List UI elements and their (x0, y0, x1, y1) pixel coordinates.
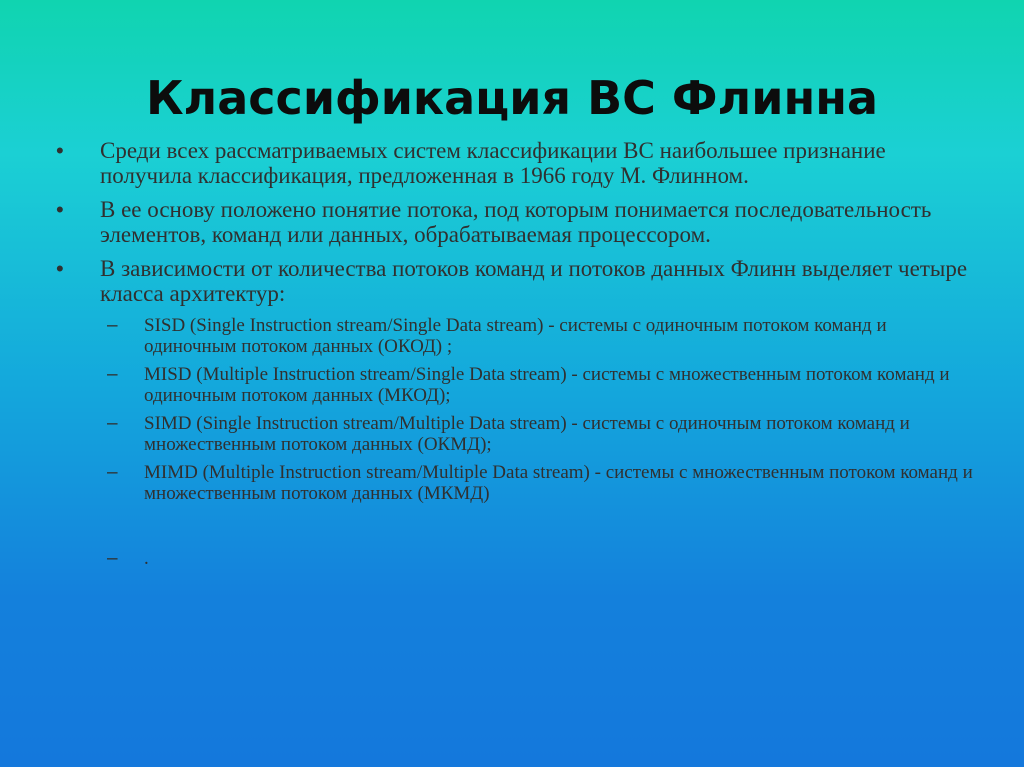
dash-icon: – (107, 413, 118, 434)
bullet-item (56, 197, 976, 247)
sub-item-empty (56, 548, 976, 569)
bullet-text: Среди всех рассматриваемых систем классификации ВС наибольшее признание получила классификация, предложенная в 1966 году М. Флинном. (100, 138, 886, 188)
dash-icon: – (107, 462, 118, 483)
bullet-icon: • (56, 138, 64, 163)
bullet-item (56, 138, 976, 188)
sub-item-text: . (144, 548, 149, 569)
sub-item-text: SIMD (Single Instruction stream/Multiple Data stream) - системы с одиночным потоком команд и множественным потоком данных (ОКМД); (144, 413, 910, 455)
bullet-icon: • (56, 197, 64, 222)
bullet-text: В зависимости от количества потоков команд и потоков данных Флинн выделяет четыре класса архитектур: (100, 256, 968, 306)
sub-item-misd (56, 364, 976, 406)
bullet-text: В ее основу положено понятие потока, под которым понимается последовательность элементов, команд или данных, обрабатываемая процессором. (100, 197, 932, 247)
sub-item-text: MISD (Multiple Instruction stream/Single Data stream) - системы с множественным потоком команд и одиночным потоком данных (МКОД); (144, 364, 950, 406)
sub-item-text: SISD (Single Instruction stream/Single Data stream) - системы с одиночным потоком команд и одиночным потоком данных (ОКОД) ; (144, 315, 887, 357)
sub-item-text: MIMD (Multiple Instruction stream/Multiple Data stream) - системы с множественным потоком команд и множественным потоком данных (МКМД) (144, 462, 973, 504)
bullet-icon: • (56, 256, 64, 281)
slide-content (56, 138, 976, 576)
sub-item-sisd (56, 315, 976, 357)
sub-item-mimd (56, 462, 976, 504)
sub-item-simd (56, 413, 976, 455)
bullet-item (56, 256, 976, 306)
dash-icon: – (107, 364, 118, 385)
dash-icon: – (107, 548, 118, 569)
slide-title: Классификация ВС Флинна (145, 71, 879, 125)
dash-icon: – (107, 315, 118, 336)
